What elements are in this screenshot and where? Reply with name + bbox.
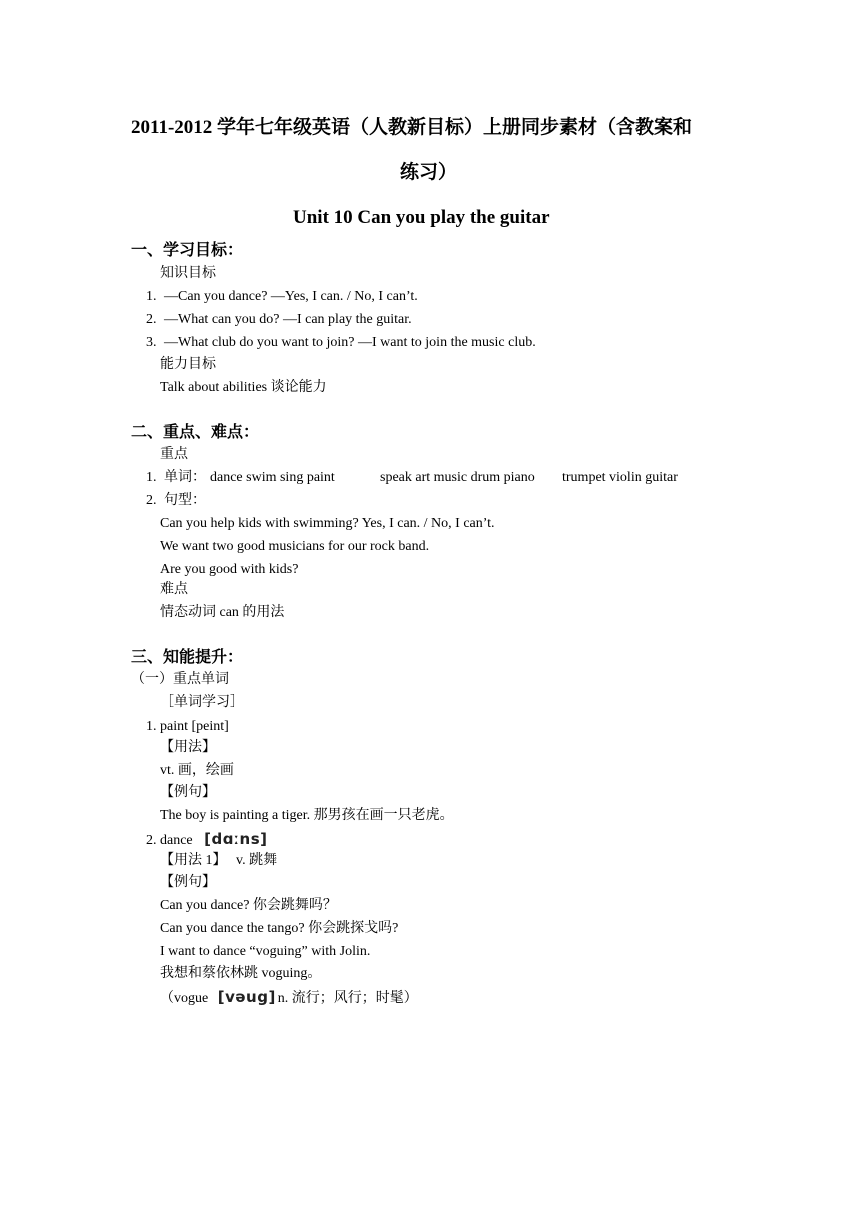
document-title-line2: 练习）: [400, 162, 458, 183]
sentence-label: 句型：: [164, 493, 206, 508]
sentence-num: 2.: [146, 493, 157, 508]
difficult-text: 情态动词 can 的用法: [160, 605, 285, 620]
word2-usage-text: v. 跳舞: [236, 853, 278, 868]
key-words-subheading: （一）重点单词: [131, 672, 229, 687]
key-points-label: 重点: [160, 447, 188, 462]
section2-heading: 二、重点、难点：: [131, 424, 260, 441]
word-study-label: ［单词学习］: [160, 695, 244, 710]
unit-title: Unit 10 Can you play the guitar: [293, 207, 550, 228]
word2-example-3: I want to dance “voguing” with Jolin.: [160, 944, 371, 959]
vogue-note-line: [160, 990, 418, 1006]
goal-item-num-3: 3.: [146, 335, 157, 350]
goal-item-1: —Can you dance? —Yes, I can. / No, I can’t.: [164, 289, 418, 304]
words-num: 1.: [146, 470, 157, 485]
word1-head: 1. paint [peint]: [146, 719, 229, 734]
word2-head: 2. dance: [146, 833, 193, 848]
word2-usage-label: 【用法 1】: [160, 853, 227, 868]
goal-item-num-2: 2.: [146, 312, 157, 327]
goal-item-3: —What club do you want to join? —I want to join the music club.: [164, 335, 536, 350]
section1-heading: 一、学习目标：: [131, 242, 244, 259]
goal-item-num-1: 1.: [146, 289, 157, 304]
vogue-note-pre: （vogue: [160, 991, 209, 1006]
document-title-line1: 2011-2012 学年七年级英语（人教新目标）上册同步素材（含教案和: [131, 117, 693, 138]
vogue-note-post: n. 流行；风行；时髦）: [277, 991, 418, 1006]
words-label: 单词：: [164, 470, 206, 485]
word2-example-2: Can you dance the tango? 你会跳探戈吗?: [160, 921, 399, 936]
sentence-2: We want two good musicians for our rock band.: [160, 539, 430, 554]
words-list-b: speak art music drum piano: [380, 470, 535, 485]
word2-example-4: 我想和蔡依林跳 voguing。: [160, 966, 322, 981]
word1-usage-label: 【用法】: [160, 740, 216, 755]
word2-example-label: 【例句】: [160, 875, 216, 890]
word1-usage-text: vt. 画，绘画: [160, 763, 234, 778]
knowledge-goal-label: 知识目标: [160, 266, 216, 281]
word2-phonetic: [dɑːns]: [204, 830, 268, 848]
ability-goal-text: Talk about abilities 谈论能力: [160, 380, 327, 395]
word1-example: The boy is painting a tiger. 那男孩在画一只老虎。: [160, 808, 454, 823]
words-list-a: dance swim sing paint: [210, 470, 335, 485]
word2-head-line: [146, 832, 270, 848]
difficult-label: 难点: [160, 582, 188, 597]
word2-example-1: Can you dance? 你会跳舞吗？: [160, 898, 337, 913]
sentence-3: Are you good with kids?: [160, 562, 299, 577]
word1-example-label: 【例句】: [160, 785, 216, 800]
ability-goal-label: 能力目标: [160, 357, 216, 372]
word2-usage-line: [160, 854, 277, 868]
goal-item-2: —What can you do? —I can play the guitar.: [164, 312, 412, 327]
vogue-phonetic: [vəug]: [217, 988, 276, 1006]
words-list-c: trumpet violin guitar: [562, 470, 678, 485]
sentence-1: Can you help kids with swimming? Yes, I can. / No, I can’t.: [160, 516, 495, 531]
section3-heading: 三、知能提升：: [131, 649, 244, 666]
